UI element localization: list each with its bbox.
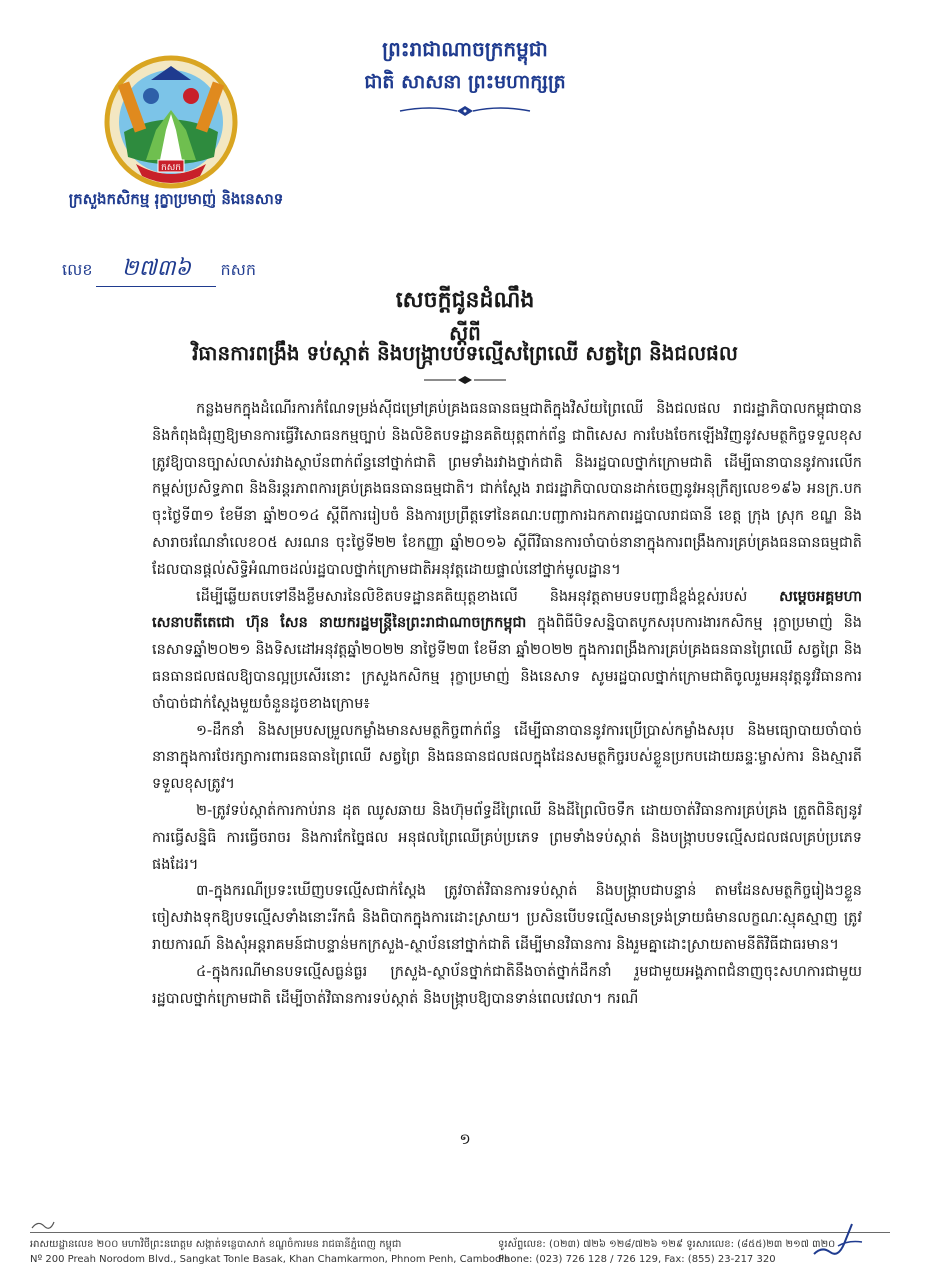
kingdom-heading: ព្រះរាជាណាចក្រកម្ពុជា xyxy=(382,37,548,61)
ministry-name: ក្រសួងកសិកម្ម រុក្ខាប្រមាញ់ និងនេសាទ xyxy=(68,190,284,208)
footer-ornament-icon xyxy=(30,1218,56,1232)
paragraph-background: កន្លងមកក្នុងដំណើរការកំណែទម្រង់ស៊ីជម្រៅគ្រប់គ្រងធនធានធម្មជាតិក្នុងវិស័យព្រៃឈើ និងជលផល រាជរដ្ឋាភិបាលកម្ពុជាបាននិងកំពុងជំរុញឱ្យមានការធ្វើវិសោធនកម្មច្បាប់ និងលិខិតបទដ្ឋានគតិយុត្តពាក់ព័ន្ធ ជាពិសេស ការបែងចែកឡើងវិញនូវសមត្ថកិច្ចទទួលខុសត្រូវឱ្យបានច្បាស់លាស់រវាងស្ថាប័នពាក់ព័ន្ធនៅថ្នាក់ជាតិ ព្រមទាំងរវាងថ្នាក់ជាតិ និងរដ្ឋបាលថ្នាក់ក្រោមជាតិ ដើម្បីធានាបាននូវការលើកកម្ពស់ប្រសិទ្ធភាព និងនិរន្តរភាពការគ្រប់គ្រងធនធានធម្មជាតិ។ ជាក់ស្តែង រាជរដ្ឋាភិបាលបានដាក់ចេញនូវអនុក្រឹត្យលេខ១៩៦ អនក្រ.បក ចុះថ្ងៃទី៣១ ខែមីនា ឆ្នាំ២០១៤ ស្តីពីការរៀបចំ និងការប្រព្រឹត្តទៅនៃគណៈបញ្ជាការឯកភាពរដ្ឋបាលរាជធានី ខេត្ត ក្រុង ស្រុក ខណ្ឌ និងសារាចរណែនាំលេខ០៥ សរណន ចុះថ្ងៃទី២២ ខែកញ្ញា ឆ្នាំ២០១៦ ស្តីពីវិធានការចាំបាច់នានាក្នុងការពង្រឹងការគ្រប់គ្រងធនធានធម្មជាតិដែលបានផ្តល់សិទ្ធិអំណាចដល់រដ្ឋបាលថ្នាក់ក្រោមជាតិអនុវត្តដោយផ្ទាល់នៅថ្នាក់មូលដ្ឋាន។ xyxy=(152,401,862,578)
footer-phone-en: Phone: (023) 726 128 / 726 129, Fax: (855) 23-217 320 xyxy=(498,1254,776,1265)
ornament-divider-icon xyxy=(395,104,535,118)
title-divider-icon xyxy=(420,374,510,386)
reference-handwritten-number: ២៧៣៦ xyxy=(96,254,216,287)
reference-number xyxy=(62,254,256,287)
measure-item-1: ១-ដឹកនាំ និងសម្របសម្រួលកម្លាំងមានសមត្ថកិច្ចពាក់ព័ន្ធ ដើម្បីធានាបាននូវការប្រើប្រាស់កម្លាំងសរុប និងមធ្យោបាយចាំបាច់នានាក្នុងការថែរក្សាការពារធនធានព្រៃឈើ សត្វព្រៃ និងធនធានជលផលក្នុងដែនសមត្ថកិច្ចរបស់ខ្លួនប្រកបដោយឆន្ទៈម្ចាស់ការ និងស្មារតីទទួលខុសត្រូវ។ xyxy=(152,722,862,793)
footer-divider xyxy=(30,1232,890,1233)
measure-item-4: ៤-ក្នុងករណីមានបទល្មើសធ្ងន់ធ្ងរ ក្រសួង-ស្ថាប័នថ្នាក់ជាតិនឹងចាត់ថ្នាក់ដឹកនាំ រួមជាមួយអង្គភាពជំនាញចុះសហការជាមួយរដ្ឋបាលថ្នាក់ក្រោមជាតិ ដើម្បីចាត់វិធានការទប់ស្កាត់ និងបង្រ្កាបឱ្យបានទាន់ពេលវេលា។ ករណី xyxy=(152,963,862,1007)
paragraph-directive xyxy=(152,584,862,718)
footer-address-en: Nº 200 Preah Norodom Blvd., Sangkat Tonle Basak, Khan Chamkarmon, Phnom Penh, Cambodia xyxy=(30,1254,511,1265)
notice-subject: វិធានការពង្រឹង ទប់ស្កាត់ និងបង្រ្កាបបទល្មើសព្រៃឈើ សត្វព្រៃ និងជលផល xyxy=(192,341,738,365)
paragraph-directive-intro: ដើម្បីឆ្លើយតបទៅនឹងខ្លឹមសារនៃលិខិតបទដ្ឋានគតិយុត្តខាងលើ និងអនុវត្តតាមបទបញ្ជាដ៏ខ្ពង់ខ្ពស់របស់ xyxy=(196,588,780,605)
notice-subject-label: ស្ដីពី xyxy=(449,321,481,345)
reference-prefix: លេខ xyxy=(62,260,93,279)
paragraph-directive-rest: ក្នុងពិធីបិទសន្និបាតបូកសរុបការងារកសិកម្ម រុក្ខាប្រមាញ់ និងនេសាទឆ្នាំ២០២១ និងទិសដៅអនុវត្តឆ្នាំ២០២២ នាថ្ងៃទី២៣ ខែមីនា ឆ្នាំ២០២២ ក្នុងការពង្រឹងការគ្រប់គ្រងធនធានព្រៃឈើ សត្វព្រៃ និងធនធានជលផលឱ្យបានល្អប្រសើរនោះ ក្រសួងកសិកម្ម រុក្ខាប្រមាញ់ និងនេសាទ សូមរដ្ឋបាលថ្នាក់ក្រោមជាតិចូលរួមអនុវត្តនូវវិធានការចាំបាច់ជាក់ស្តែងមួយចំនួនដូចខាងក្រោម៖ xyxy=(152,615,862,712)
national-motto: ជាតិ សាសនា ព្រះមហាក្សត្រ xyxy=(364,71,566,93)
prime-minister-title: សម្តេចអគ្គមហាសេនាបតីតេជោ ហ៊ុន សែន នាយករដ្ឋមន្ត្រីនៃព្រះរាជាណាចក្រកម្ពុជា xyxy=(152,588,862,632)
reference-suffix: កសក xyxy=(220,260,257,279)
notice-title: សេចក្ដីជូនដំណឹង xyxy=(395,288,535,313)
measure-item-3: ៣-ក្នុងករណីប្រទះឃើញបទល្មើសជាក់ស្តែង ត្រូវចាត់វិធានការទប់ស្កាត់ និងបង្រ្កាបជាបន្ទាន់ តាមដែនសមត្ថកិច្ចរៀងៗខ្លួន ចៀសវាងទុកឱ្យបទល្មើសទាំងនោះរីកធំ និងពិបាកក្នុងការដោះស្រាយ។ ប្រសិនបើបទល្មើសមានទ្រង់ទ្រាយធំមានលក្ខណៈស្មុគស្មាញ ត្រូវរាយការណ៍ និងសុំអន្តរាគមន៍ជាបន្ទាន់មកក្រសួង-ស្ថាប័ននៅថ្នាក់ជាតិ ដើម្បីមានវិធានការ និងរួមគ្នាដោះស្រាយតាមនីតិវិធីជាធរមាន។ xyxy=(152,883,862,953)
page-number: ១ xyxy=(459,1130,471,1148)
ministry-logo-icon xyxy=(96,52,246,192)
measure-item-2: ២-ត្រូវទប់ស្កាត់ការកាប់រាន ដុត ឈូសឆាយ និងហ៊ុមព័ទ្ធដីព្រៃឈើ និងដីព្រៃលិចទឹក ដោយចាត់វិធានការគ្រប់គ្រង ត្រួតពិនិត្យនូវការធ្វើសន្និធិ ការធ្វើចរាចរ និងការកែច្នៃផល អនុផលព្រៃឈើគ្រប់ប្រភេទ ព្រមទាំងទប់ស្កាត់ និងបង្រ្កាបបទល្មើសជលផលគ្រប់ប្រភេទផងដែរ។ xyxy=(152,802,862,873)
footer-address xyxy=(30,1237,511,1267)
footer-address-kh: អាសយដ្ឋានលេខ ២០០ មហាវិថីព្រះនរោត្តម សង្កាត់ទន្លេបាសាក់ ខណ្ឌចំការមន រាជធានីភ្នំពេញ កម្ពុជា xyxy=(30,1239,402,1250)
logo-text: កសក xyxy=(161,163,181,173)
initial-signature-icon xyxy=(808,1216,868,1262)
notice-body xyxy=(152,396,862,1012)
footer-phone-kh: ទូរស័ព្ទលេខ: (០២៣) ៧២៦ ១២៨/៧២៦ ១២៩ ទូរសារលេខ: (៨៥៥)២៣ ២១៧ ៣២០ xyxy=(498,1239,836,1250)
